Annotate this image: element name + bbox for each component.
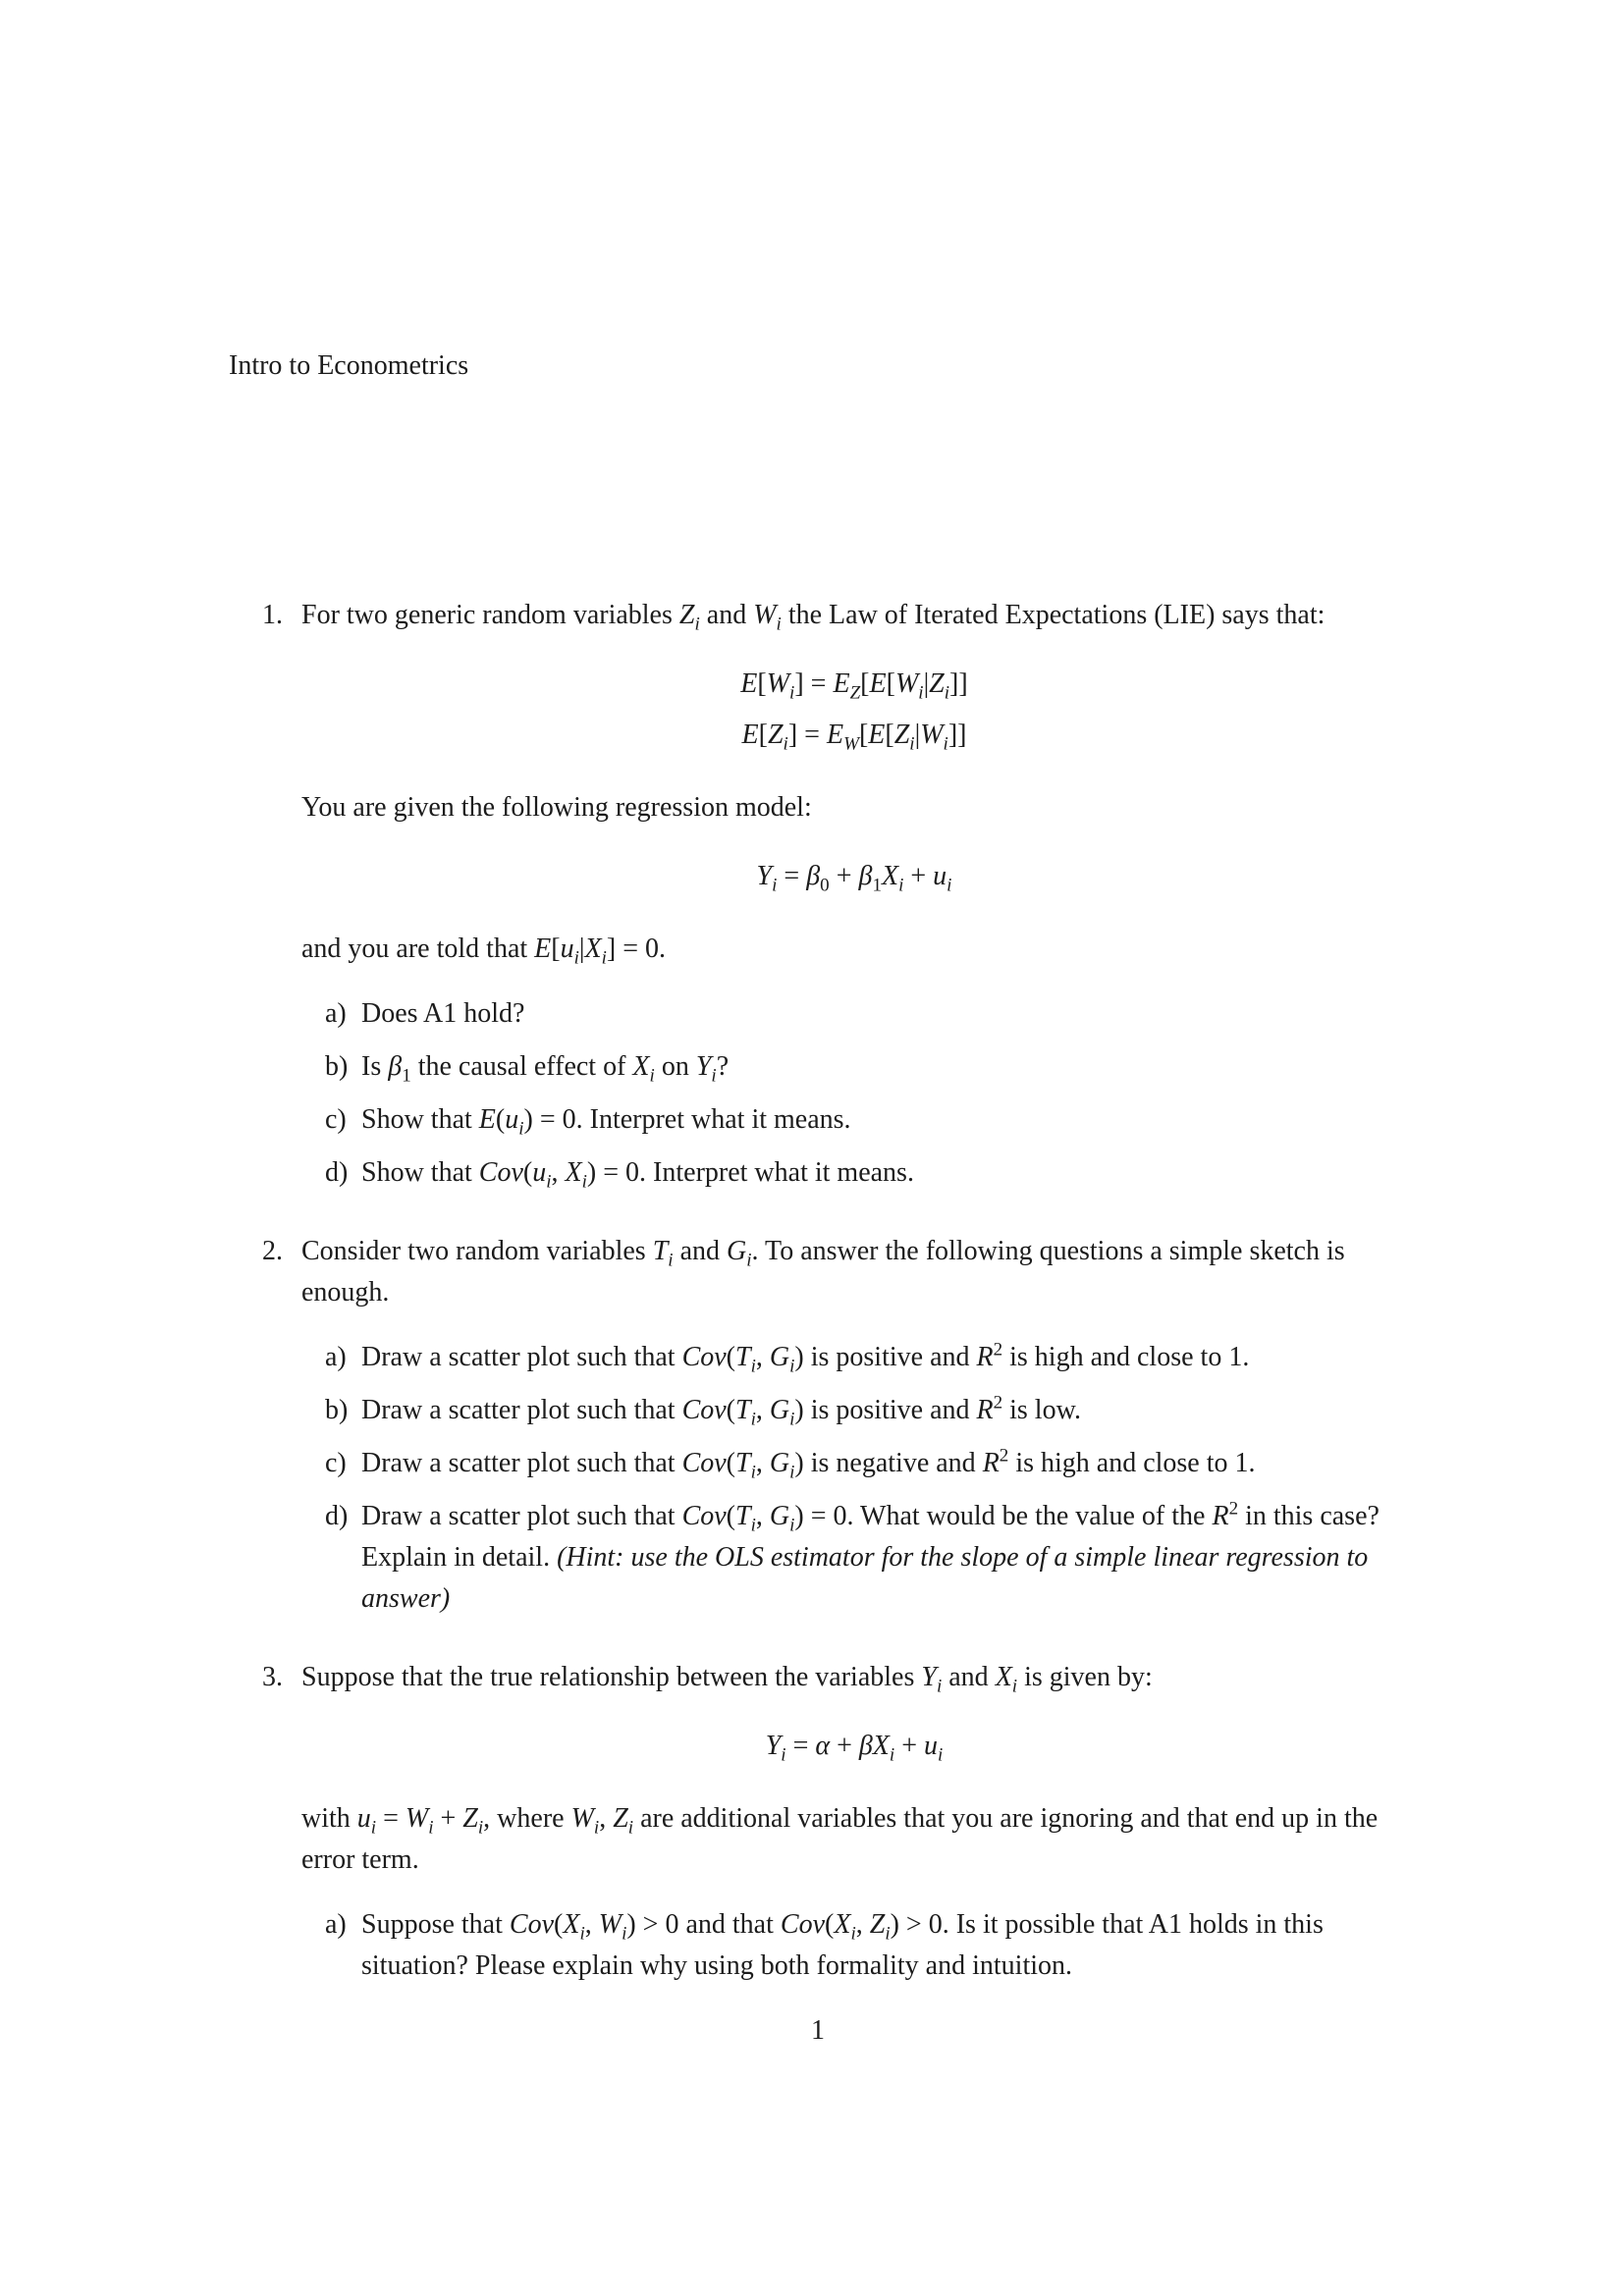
problem-2-body [301, 1231, 1407, 1631]
subitem-1b-label: b) [325, 1051, 349, 1082]
subitem-2d-label: d) [325, 1501, 349, 1531]
problem-1-number: 1. [262, 600, 283, 630]
problem-2 [229, 1231, 1407, 1631]
equation-lie-2: $E[Z_i] = E_W[E[Z_i|W_i]]$ [741, 720, 967, 755]
problem-3-body [301, 1657, 1407, 1999]
subitem-2a [301, 1337, 1407, 1378]
problem-1 [229, 595, 1407, 1205]
subitem-1c-text: Show that $E(u_i) = 0$. Interpret what it means. [361, 1104, 851, 1140]
subitem-3a-text: Suppose that $Cov(X_i$, $W_i) > 0$ and that $Cov(X_i$, $Z_i) > 0$. Is it possible that A1 holds in this situation? Please explain why using both formality and intuition. [361, 1909, 1324, 1981]
subitem-2b [301, 1390, 1407, 1431]
page-number: 1 [811, 2015, 825, 2046]
subitem-2c [301, 1443, 1407, 1484]
subitem-1b [301, 1046, 1407, 1088]
subitem-1a-label: a) [325, 998, 347, 1029]
subitem-1d-label: d) [325, 1157, 349, 1188]
subitem-1d-text: Show that $Cov(u_i$, $X_i) = 0$. Interpret what it means. [361, 1157, 914, 1193]
problem-3 [229, 1657, 1407, 1999]
subitem-2b-text: Draw a scatter plot such that $Cov(T_i$, $G_i$) is positive and $R^2$ is low. [361, 1392, 1081, 1430]
problem-1-regression-intro: You are given the following regression model: [301, 792, 812, 823]
subitem-1b-text: Is $\beta_1$ the causal effect of $X_i$ on $Y_i$? [361, 1051, 730, 1087]
subitem-2c-text: Draw a scatter plot such that $Cov(T_i$, $G_i$) is negative and $R^2$ is high and close to 1. [361, 1445, 1256, 1483]
subitem-2a-text: Draw a scatter plot such that $Cov(T_i$, $G_i$) is positive and $R^2$ is high and close to 1. [361, 1339, 1250, 1377]
subitem-1d [301, 1152, 1407, 1194]
problem-2-number: 2. [262, 1236, 283, 1266]
true-model-block [301, 1726, 1407, 1767]
subitem-3a-label: a) [325, 1909, 347, 1940]
problem-3-number: 3. [262, 1662, 283, 1692]
subitem-2d [301, 1496, 1407, 1620]
problem-1-intro: For two generic random variables $Z_i$ and $W_i$ the Law of Iterated Expectations (LIE) says that: [301, 600, 1325, 635]
problem-2-intro: Consider two random variables $T_i$ and $G_i$. To answer the following questions a simple sketch is enough. [301, 1236, 1345, 1308]
problem-3-intro: Suppose that the true relationship between the variables $Y_i$ and $X_i$ is given by: [301, 1662, 1153, 1697]
problem-2-subitems [301, 1337, 1407, 1620]
subitem-2c-label: c) [325, 1448, 347, 1478]
problem-1-assumption: and you are told that $E[u_i|X_i] = 0$. [301, 934, 667, 969]
problem-3-error-note: with $u_i = W_i + Z_i$, where $W_i$, $Z_i$ are additional variables that you are ignoring and that end up in the error term. [301, 1803, 1379, 1875]
lie-equations-block [301, 664, 1407, 756]
subitem-2b-label: b) [325, 1395, 349, 1425]
problem-1-body [301, 595, 1407, 1205]
equation-regression-model: $Y_i = \beta_0 + \beta_1X_i + u_i$ [756, 861, 952, 896]
regression-model-block [301, 856, 1407, 897]
subitem-1a-text: Does A1 hold? [361, 998, 525, 1029]
problem-1-subitems [301, 993, 1407, 1194]
problem-3-subitems [301, 1904, 1407, 1987]
subitem-2d-text: Draw a scatter plot such that $Cov(T_i$, $G_i) = 0$. What would be the value of the $R^2$ in this case? Explain in detail. (Hint: use the OLS estimator for the slope of a simple linear regression to answer) [361, 1498, 1380, 1614]
equation-true-model: $Y_i = \alpha + \beta X_i + u_i$ [765, 1731, 944, 1766]
subitem-3a [301, 1904, 1407, 1987]
page-title: Intro to Econometrics [229, 350, 469, 381]
subitem-2a-label: a) [325, 1342, 347, 1372]
subitem-1a [301, 993, 1407, 1035]
subitem-1c [301, 1099, 1407, 1141]
subitem-1c-label: c) [325, 1104, 347, 1135]
equation-lie-1: $E[W_i] = E_Z[E[W_i|Z_i]]$ [740, 668, 968, 704]
